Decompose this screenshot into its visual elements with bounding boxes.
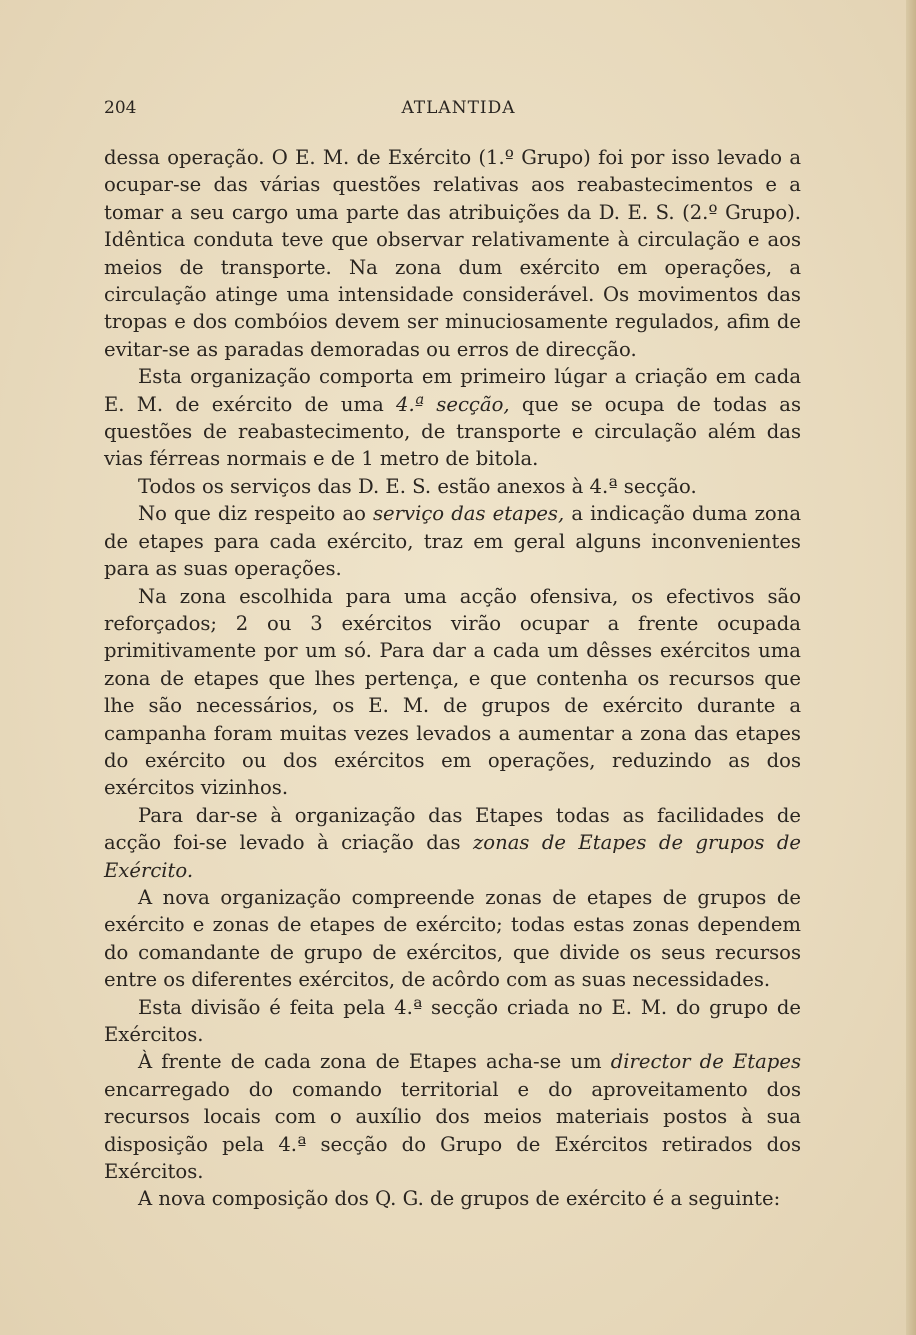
paragraph: Todos os serviços das D. E. S. estão anexos à 4.ª secção. [138, 474, 697, 498]
paragraph: A nova composição dos Q. G. de grupos de exército é a seguinte: [138, 1187, 781, 1211]
paragraph: A nova organização compreende zonas de etapes de grupos de exército e zonas de etapes de exército; todas estas zonas dependem do comandante de grupo de exércitos, que divide os seus recursos entre os diferentes exércitos, de acôrdo com as suas necessidades. [104, 885, 801, 992]
paragraph-text: No que diz respeito ao [138, 502, 373, 526]
paragraph [104, 802, 801, 884]
body-text [104, 144, 801, 1213]
page-number: 204 [104, 98, 137, 118]
paragraph-text: encarregado do comando territorial e do aproveitamento dos recursos locais com o auxílio dos meios materiais postos à sua disposição pela 4.ª secção do Grupo de Exércitos retirados dos Exércitos. [104, 1077, 801, 1184]
paragraph: Na zona escolhida para uma acção ofensiva, os efectivos são reforçados; 2 ou 3 exércitos virão ocupar a frente ocupada primitivamente por um só. Para dar a cada um dêsses exércitos uma zona de etapes que lhes pertença, e que contenha os recursos que lhe são necessários, os E. M. de grupos de exército durante a campanha foram muitas vezes levados a aumentar a zona das etapes do exército ou dos exércitos em operações, reduzindo as dos exércitos vizinhos. [104, 584, 801, 800]
paragraph: Esta divisão é feita pela 4.ª secção criada no E. M. do grupo de Exércitos. [104, 995, 801, 1046]
paragraph: dessa operação. O E. M. de Exército (1.º Grupo) foi por isso levado a ocupar-se das várias questões relativas aos reabastecimentos e a tomar a seu cargo uma parte das atribuições da D. E. S. (2.º Grupo). Idêntica conduta teve que observar relativamente à circulação e aos meios de transporte. Na zona dum exército em operações, a circulação atinge uma intensidade considerável. Os movimentos das tropas e dos combóios devem ser minuciosamente regulados, afim de evitar-se as paradas demoradas ou erros de direcção. [104, 146, 801, 361]
page-edge [906, 0, 916, 1335]
paragraph [104, 363, 801, 473]
italic-term: zonas de Etapes de grupos de Exército. [104, 831, 801, 882]
italic-term: serviço das etapes, [372, 502, 565, 526]
italic-term: 4.ª secção, [396, 392, 510, 416]
running-title: ATLANTIDA [401, 98, 516, 118]
italic-term: director de Etapes [610, 1050, 801, 1074]
paragraph-text: a indicação duma zona de etapes para cada exército, traz em geral alguns inconvenientes para as suas operações. [104, 502, 801, 581]
paragraph [104, 500, 801, 582]
page-header [104, 96, 801, 126]
paragraph-text: que se ocupa de todas as questões de reabastecimento, de transporte e circulação além das vias férreas normais e de 1 metro de bitola. [104, 392, 802, 471]
paragraph-text: À frente de cada zona de Etapes acha-se um [138, 1050, 611, 1074]
paragraph [104, 1048, 801, 1185]
paragraph-text: Esta organização comporta em primeiro lúgar a criação em cada E. M. de exército de uma [104, 365, 801, 416]
paragraph-text: Para dar-se à organização das Etapes todas as facilidades de acção foi-se levado à criação das [104, 803, 801, 855]
